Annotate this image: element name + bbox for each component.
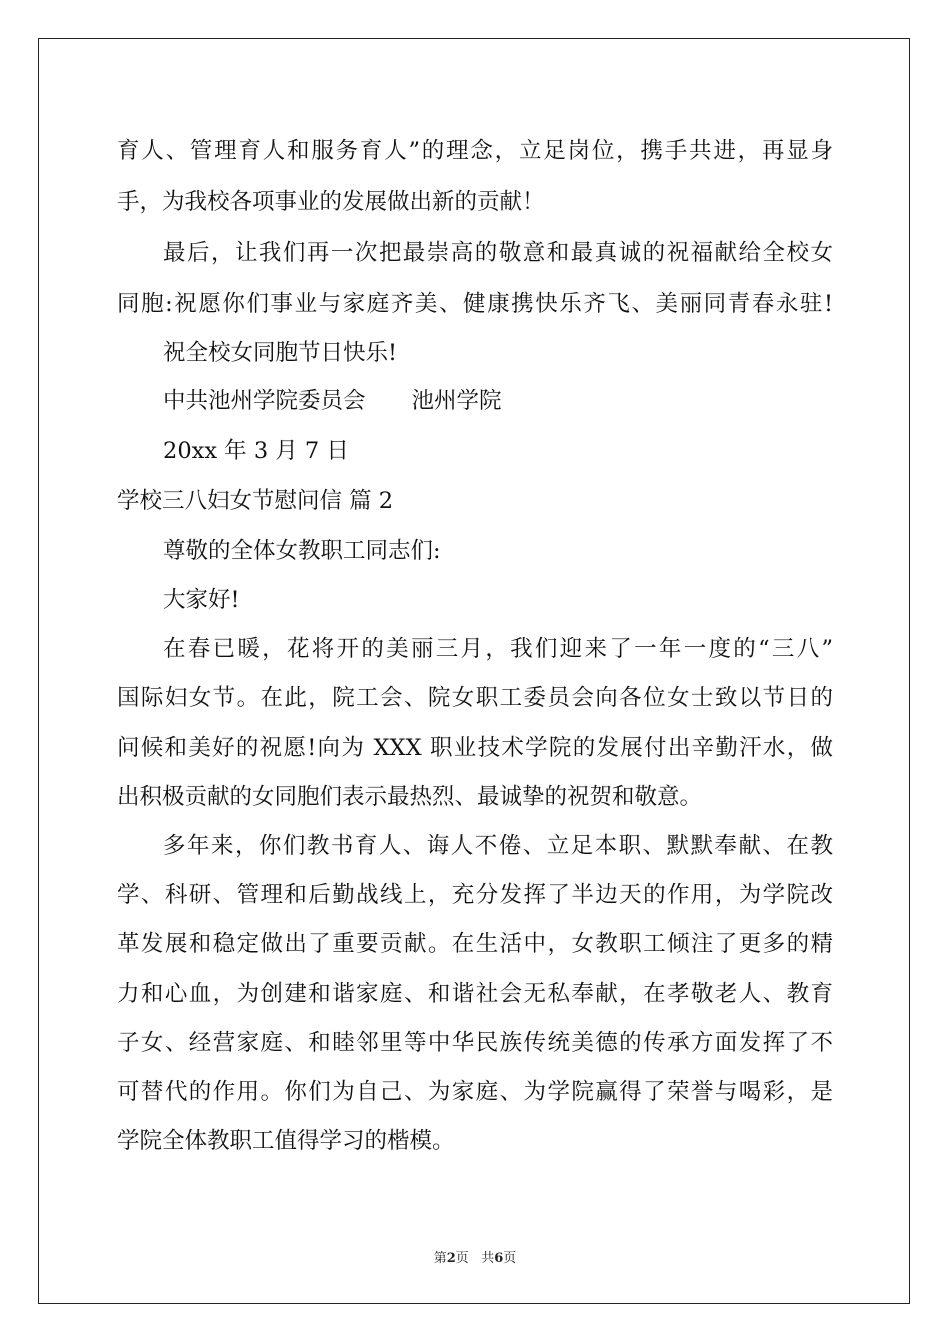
page-footer xyxy=(0,1247,950,1266)
page-number: 2 xyxy=(446,1251,456,1266)
text-line: 最后，让我们再一次把最崇高的敬意和最真诚的祝福献给全校女 xyxy=(163,240,833,266)
text-line: 力和心血，为创建和谐家庭、和谐社会无私奉献，在孝敬老人、教育 xyxy=(117,981,833,1007)
signature-line xyxy=(163,386,502,416)
text-line: 祝全校女同胞节日快乐! xyxy=(163,340,398,366)
signature-college: 池州学院 xyxy=(411,388,502,414)
text-line: 子女、经营家庭、和睦邻里等中华民族传统美德的传承方面发挥了不 xyxy=(117,1030,833,1056)
date-line: 20xx 年 3 月 7 日 xyxy=(163,438,349,464)
total-suffix: 页 xyxy=(503,1251,517,1266)
text-line: 育人、管理育人和服务育人”的理念，立足岗位，携手共进，再显身 xyxy=(117,138,833,164)
text-line: 出积极贡献的女同胞们表示最热烈、最诚挚的祝贺和敬意。 xyxy=(117,784,703,810)
page-border xyxy=(38,38,910,1304)
text-line: 学、科研、管理和后勤战线上，充分发挥了半边天的作用，为学院改 xyxy=(117,882,833,908)
text-line: 同胞:祝愿你们事业与家庭齐美、健康携快乐齐飞、美丽同青春永驻! xyxy=(117,291,833,317)
greeting: 大家好! xyxy=(163,587,240,613)
text-line: 手，为我校各项事业的发展做出新的贡献！ xyxy=(117,189,545,215)
page-suffix: 页 xyxy=(455,1251,469,1266)
total-pages: 6 xyxy=(494,1251,504,1266)
text-line: 国际妇女节。在此，院工会、院女职工委员会向各位女士致以节日的 xyxy=(117,685,833,711)
text-line: 可替代的作用。你们为自己、为家庭、为学院赢得了荣誉与喝彩，是 xyxy=(117,1079,833,1105)
salutation: 尊敬的全体女教职工同志们: xyxy=(163,538,441,564)
text-line: 革发展和稳定做出了重要贡献。在生活中，女教职工倾注了更多的精 xyxy=(117,931,833,957)
section-title: 学校三八妇女节慰问信 篇 2 xyxy=(117,488,394,514)
text-line: 问候和美好的祝愿!向为 XXX 职业技术学院的发展付出辛勤汗水，做 xyxy=(117,735,833,761)
text-line: 多年来，你们教书育人、诲人不倦、立足本职、默默奉献、在教 xyxy=(163,833,833,859)
signature-party-committee: 中共池州学院委员会 xyxy=(163,388,366,414)
total-prefix: 共 xyxy=(481,1251,495,1266)
text-line: 学院全体教职工值得学习的楷模。 xyxy=(117,1128,455,1154)
page-prefix: 第 xyxy=(433,1251,447,1266)
text-line: 在春已暖，花将开的美丽三月，我们迎来了一年一度的“三八” xyxy=(163,636,833,662)
